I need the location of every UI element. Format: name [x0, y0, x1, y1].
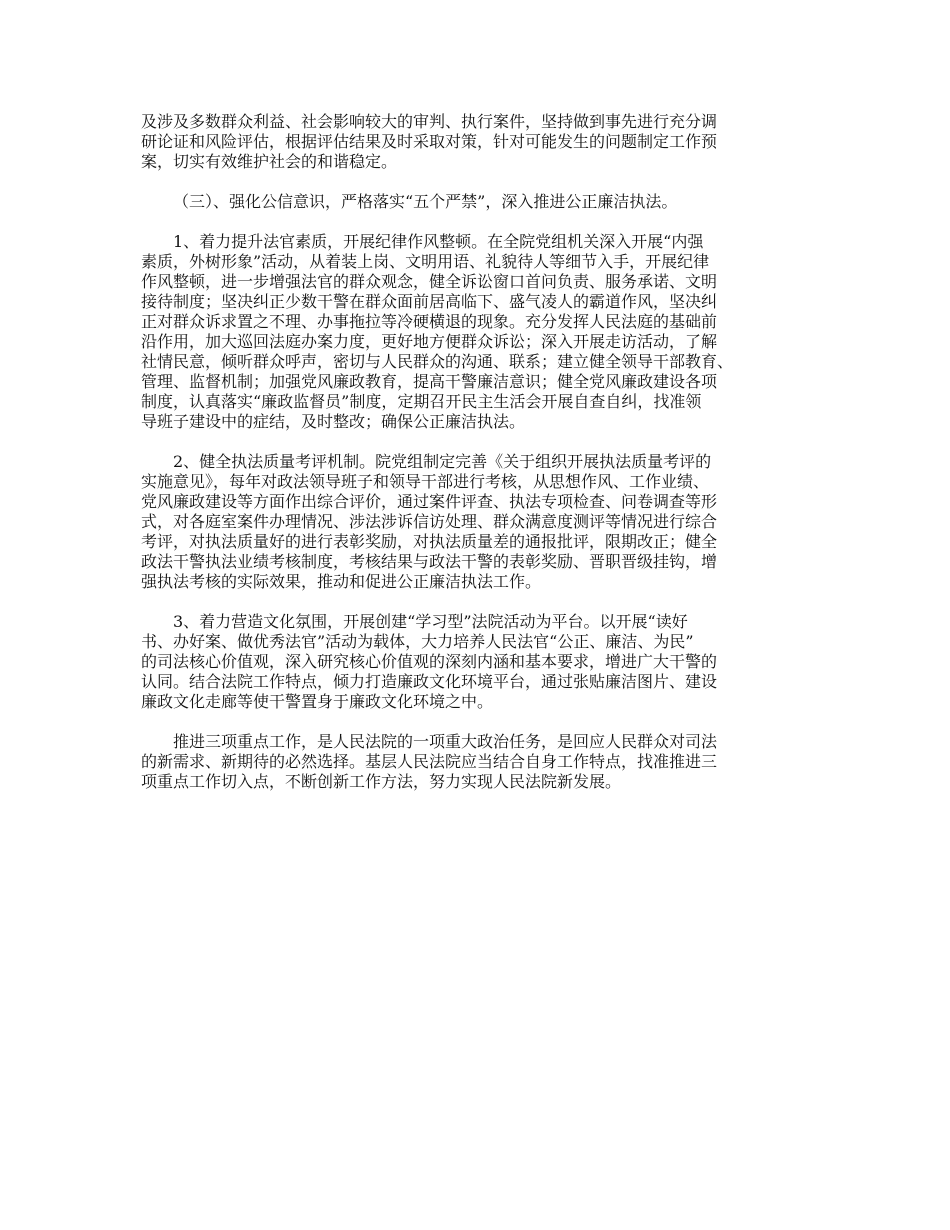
- text-line: 研论证和风险评估，根据评估结果及时采取对策，针对可能发生的问题制定工作预: [141, 132, 718, 151]
- text-line: 项重点工作切入点，不断创新工作方法，努力实现人民法院新发展。: [141, 772, 622, 791]
- text-line: 素质，外树形象”活动，从着装上岗、文明用语、礼貌待人等细节入手，开展纪律: [141, 252, 710, 271]
- text-line: 社情民意，倾听群众呼声，密切与人民群众的沟通、联系；建立健全领导干部教育、: [141, 352, 734, 371]
- heading-text: （三）、强化公信意识，严格落实“五个严禁”，深入推进公正廉洁执法。: [173, 192, 678, 211]
- text-line: 廉政文化走廊等使干警置身于廉政文化环境之中。: [141, 692, 494, 711]
- text-line: 案，切实有效维护社会的和谐稳定。: [141, 152, 398, 171]
- text-line: 及涉及多数群众利益、社会影响较大的审判、执行案件，坚持做到事先进行充分调: [141, 112, 718, 131]
- paragraph-risk-assessment: [141, 112, 811, 172]
- paragraph-item-1: [141, 232, 811, 432]
- text-line: 强执法考核的实际效果，推动和促进公正廉洁执法工作。: [141, 572, 542, 591]
- text-line: 2、健全执法质量考评机制。院党组制定完善《关于组织开展执法质量考评的: [173, 452, 712, 471]
- text-line: 的新需求、新期待的必然选择。基层人民法院应当结合自身工作特点，找准推进三: [141, 752, 718, 771]
- paragraph-conclusion: [141, 732, 811, 792]
- text-line: 政法干警执法业绩考核制度，考核结果与政法干警的表彰奖励、晋职晋级挂钩，增: [141, 552, 718, 571]
- text-line: 书、办好案、做优秀法官”活动为载体，大力培养人民法官“公正、廉洁、为民”: [141, 632, 694, 651]
- document-body: [141, 112, 811, 812]
- paragraph-item-2: [141, 452, 811, 592]
- text-line: 党风廉政建设等方面作出综合评价，通过案件评查、执法专项检查、问卷调查等形: [141, 492, 718, 511]
- paragraph-item-3: [141, 612, 811, 712]
- text-line: 沿作用，加大巡回法庭办案力度，更好地方便群众诉讼；深入开展走访活动，了解: [141, 332, 718, 351]
- text-line: 的司法核心价值观，深入研究核心价值观的深刻内涵和基本要求，增进广大干警的: [141, 652, 718, 671]
- text-line: 推进三项重点工作，是人民法院的一项重大政治任务，是回应人民群众对司法: [173, 732, 718, 751]
- text-line: 认同。结合法院工作特点，倾力打造廉政文化环境平台，通过张贴廉洁图片、建设: [141, 672, 718, 691]
- text-line: 正对群众诉求置之不理、办事拖拉等冷硬横退的现象。充分发挥人民法庭的基础前: [141, 312, 718, 331]
- text-line: 作风整顿，进一步增强法官的群众观念，健全诉讼窗口首问负责、服务承诺、文明: [141, 272, 718, 291]
- text-line: 导班子建设中的症结，及时整改；确保公正廉洁执法。: [141, 412, 526, 431]
- text-line: 3、着力营造文化氛围，开展创建“学习型”法院活动为平台。以开展“读好: [173, 612, 688, 631]
- text-line: 接待制度；坚决纠正少数干警在群众面前居高临下、盛气凌人的霸道作风，坚决纠: [141, 292, 718, 311]
- text-line: 制度，认真落实“廉政监督员”制度，定期召开民主生活会开展自查自纠，找准领: [141, 392, 702, 411]
- text-line: 考评，对执法质量好的进行表彰奖励，对执法质量差的通报批评，限期改正；健全: [141, 532, 718, 551]
- text-line: 管理、监督机制；加强党风廉政教育，提高干警廉洁意识；健全党风廉政建设各项: [141, 372, 718, 391]
- text-line: 式，对各庭室案件办理情况、涉法涉诉信访处理、群众满意度测评等情况进行综合: [141, 512, 718, 531]
- section-heading-three: [141, 192, 811, 212]
- text-line: 1、着力提升法官素质，开展纪律作风整顿。在全院党组机关深入开展“内强: [173, 232, 704, 251]
- text-line: 实施意见》，每年对政法领导班子和领导干部进行考核，从思想作风、工作业绩、: [141, 472, 710, 491]
